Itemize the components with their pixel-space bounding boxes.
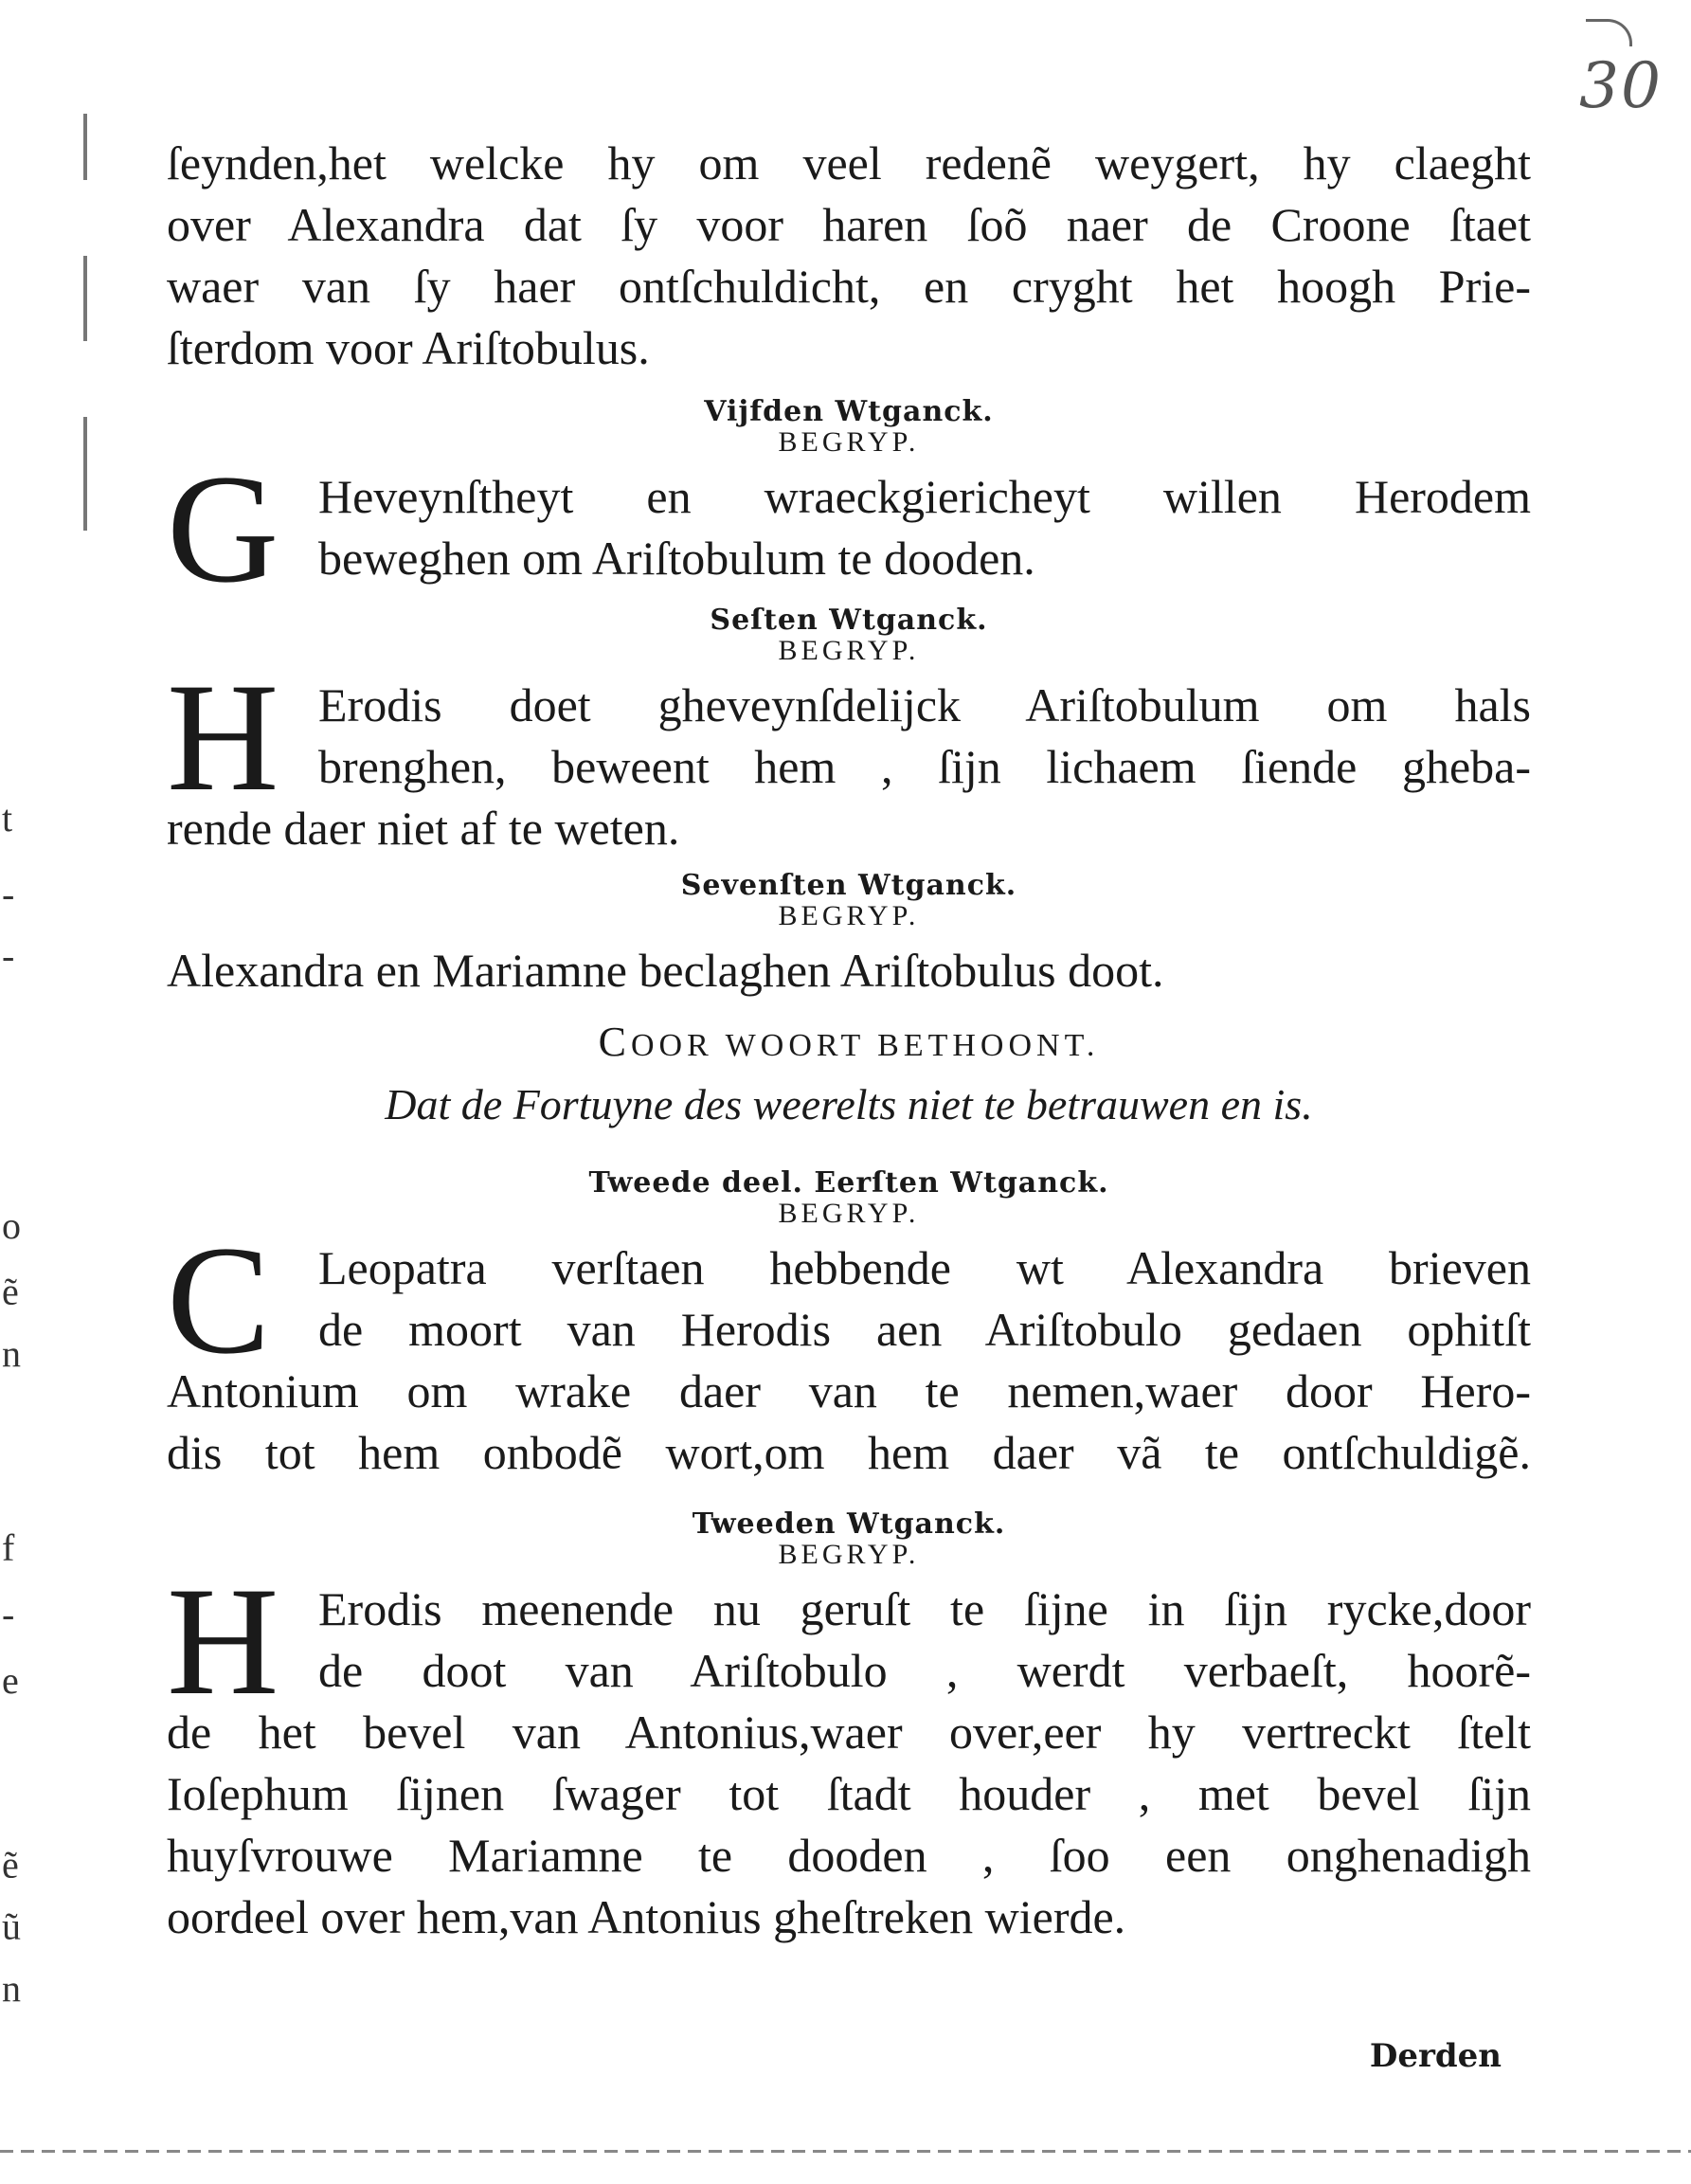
section-sesten — [167, 605, 1531, 859]
opening-paragraph — [167, 133, 1531, 379]
text-line: oordeel over hem,van Antonius gheſtreken wierde. — [167, 1890, 1126, 1943]
text-line: Alexandra en Mariamne beclaghen Ariſtobulus doot. — [167, 944, 1164, 997]
section-heading: Tweede deel. Eerſten Wtganck. — [588, 1166, 1109, 1200]
section-sevensten — [167, 870, 1531, 1002]
section-tweede-deel-eersten — [167, 1167, 1531, 1484]
text-line: Erodis meenende nu geruſt te ſijne in ſijn rycke,door — [318, 1582, 1531, 1635]
begryp-label: BEGRYP. — [778, 900, 920, 931]
text-line: over Alexandra dat ſy voor haren ſoõ naer de Croone ſtaet — [167, 198, 1531, 251]
margin-fragment: ẽ — [2, 1844, 19, 1886]
margin-fragment: t — [2, 797, 13, 839]
text-line: brenghen, beweent hem , ſijn lichaem ſiende gheba- — [318, 740, 1531, 793]
initial-block — [167, 443, 1531, 615]
chorus-block — [167, 1014, 1531, 1135]
text-line: Erodis doet gheveynſdelijck Ariſtobulum om hals — [318, 678, 1531, 731]
text-line: huyſvrouwe Mariamne te dooden , ſoo een onghenadigh — [167, 1829, 1531, 1882]
chorus-title-initial: C — [598, 1019, 631, 1065]
margin-fragment: - — [2, 934, 15, 977]
text-line: ſterdom voor Ariſtobulus. — [167, 321, 650, 374]
chorus-motto: Dat de Fortuyne des weerelts niet te betrauwen en is. — [385, 1080, 1313, 1128]
begryp-label: BEGRYP. — [778, 426, 920, 458]
chorus-title — [167, 1014, 1531, 1074]
text-line: Ioſephum ſijnen ſwager tot ſtadt houder , met bevel ſijn — [167, 1767, 1531, 1820]
margin-fragment: f — [2, 1526, 15, 1569]
bleed-mark — [83, 256, 87, 341]
page-bottom-edge — [0, 2127, 1691, 2184]
folio-number: 30 — [1579, 49, 1663, 122]
section-tweeden — [167, 1508, 1531, 1948]
text-line: ſeynden,het welcke hy om veel redenẽ weygert, hy claeght — [167, 136, 1531, 190]
text-line: beweghen om Ariſtobulum te dooden. — [318, 532, 1035, 585]
section-heading: Sevenſten Wtganck. — [680, 869, 1017, 902]
begryp-label: BEGRYP. — [778, 1198, 920, 1229]
margin-fragment: - — [2, 873, 15, 915]
drop-cap: H — [167, 652, 279, 823]
text-line: de doot van Ariſtobulo , werdt verbaeſt, hoorẽ- — [318, 1644, 1531, 1697]
initial-block — [167, 1215, 1531, 1484]
begryp-label: BEGRYP. — [778, 635, 920, 666]
margin-fragment: n — [2, 1332, 21, 1375]
drop-cap: H — [167, 1556, 279, 1727]
drop-cap: G — [167, 443, 279, 615]
text-line: waer van ſy haer ontſchuldicht, en cryght het hoogh Prie- — [167, 260, 1531, 313]
catchword: Derden — [1369, 2037, 1502, 2075]
text-line: dis tot hem onbodẽ wort,om hem daer vã te ontſchuldigẽ. — [167, 1426, 1531, 1479]
margin-fragment: - — [2, 1593, 15, 1635]
bleed-mark — [83, 417, 87, 531]
section-vijfden — [167, 395, 1531, 615]
section-heading: Vijfden Wtganck. — [704, 395, 994, 428]
initial-block — [167, 652, 1531, 859]
text-line: de het bevel van Antonius,waer over,eer hy vertreckt ſtelt — [167, 1706, 1531, 1759]
text-line: de moort van Herodis aen Ariſtobulo gedaen ophitſt — [318, 1303, 1531, 1356]
text-line: Antonium om wrake daer van te nemen,waer door Hero- — [167, 1364, 1531, 1417]
begryp-label: BEGRYP. — [778, 1539, 920, 1570]
text-line: rende daer niet af te weten. — [167, 802, 680, 855]
chorus-title-rest: OOR WOORT BETHOONT. — [631, 1028, 1100, 1063]
text-line: Heveynſtheyt en wraeckgiericheyt willen Herodem — [318, 470, 1531, 523]
bleed-mark — [83, 114, 87, 180]
section-heading: Tweeden Wtganck. — [692, 1507, 1006, 1541]
section-heading: Seſten Wtganck. — [710, 604, 988, 637]
edge-rule — [0, 2150, 1691, 2153]
margin-fragment: ũ — [2, 1905, 21, 1948]
drop-cap: C — [167, 1215, 271, 1386]
folio-flourish — [1586, 19, 1632, 46]
initial-block — [167, 1556, 1531, 1948]
left-margin-bleed — [0, 0, 114, 2184]
margin-fragment: e — [2, 1659, 19, 1702]
text-line: Leopatra verſtaen hebbende wt Alexandra brieven — [318, 1241, 1531, 1294]
margin-fragment: n — [2, 1967, 21, 2010]
margin-fragment: ẽ — [2, 1271, 19, 1313]
margin-fragment: o — [2, 1204, 21, 1247]
